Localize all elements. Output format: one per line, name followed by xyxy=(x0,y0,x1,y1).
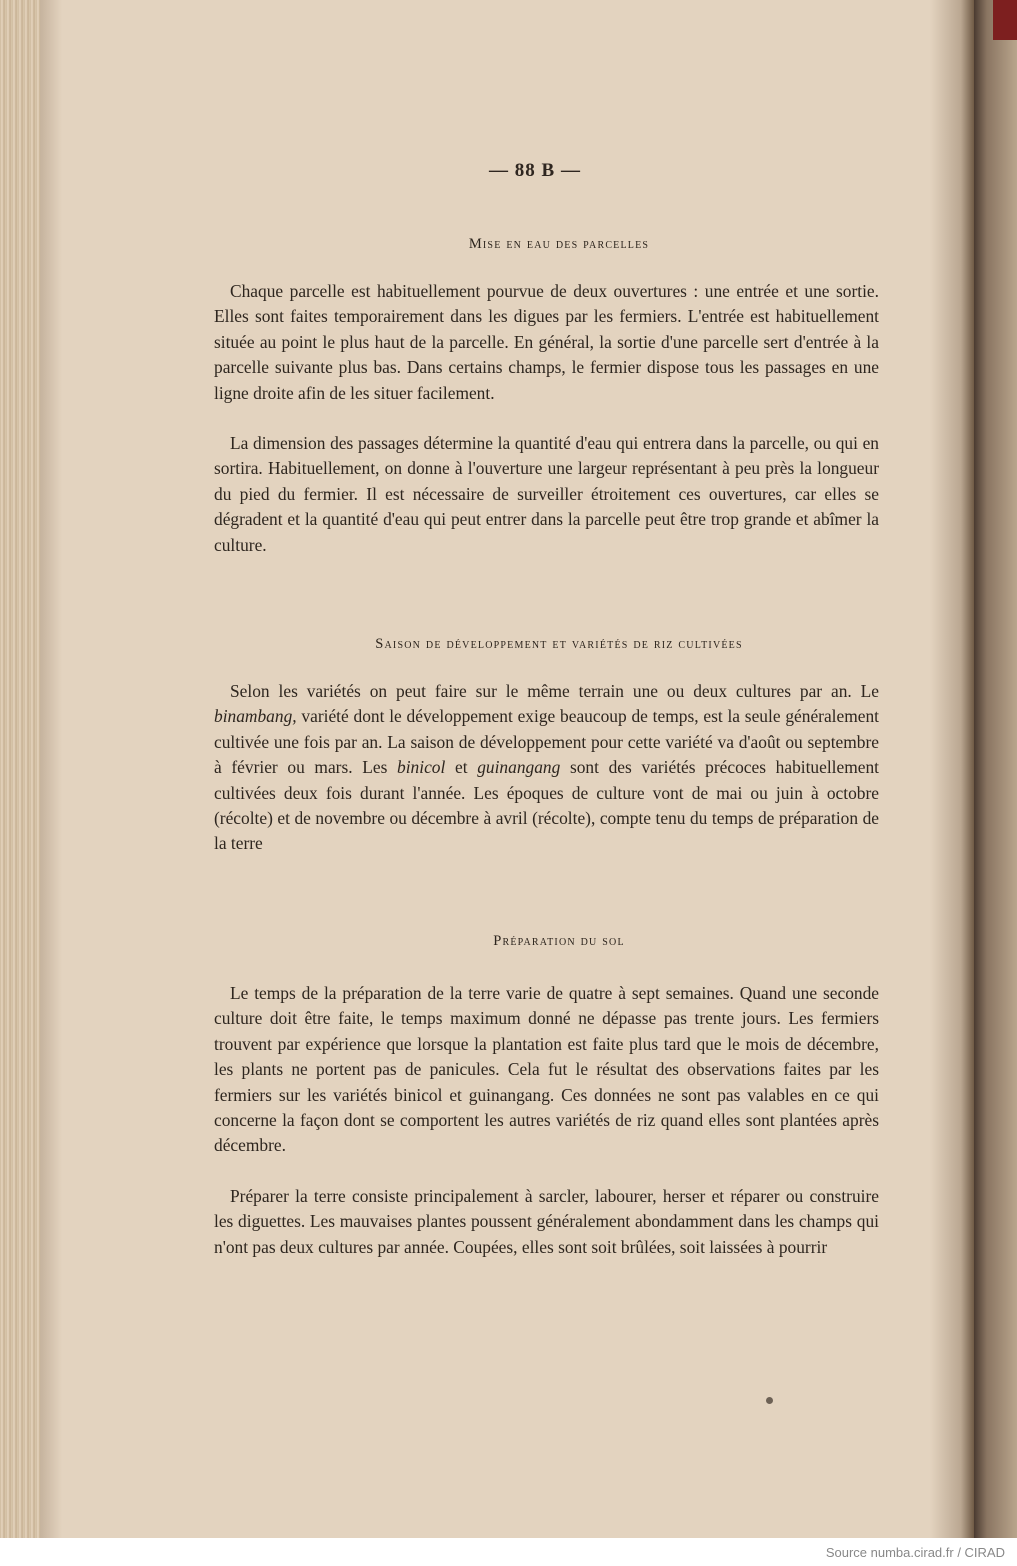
paragraph-irrigation-1: Chaque parcelle est habituellement pourvue de deux ouvertures : une entrée et une sortie. Elles sont faites temporairement dans les digues par les fermiers. L'entrée est habituellement située au point le plus haut de la parcelle. En général, la sortie d'une parcelle sert d'entrée à la parcelle suivante plus bas. Dans certains champs, le fermier dispose tous les passages en une ligne droite afin de les situer facilement. xyxy=(214,281,879,403)
section-heading-season: Saison de développement et variétés de riz cultivées xyxy=(375,636,743,652)
paragraph-soil-2: Préparer la terre consiste principalement à sarcler, labourer, herser et réparer ou construire les diguettes. Les mauvaises plantes poussent généralement abondamment dans les champs qui n'ont pas deux cultures par année. Coupées, elles sont soit brûlées, soit laissées à pourrir xyxy=(214,1186,879,1257)
page-shadow xyxy=(40,0,62,1538)
variety-guinangang: guinangang xyxy=(477,757,561,778)
facing-page-edge xyxy=(974,0,1017,1538)
paragraph-irrigation-2: La dimension des passages détermine la quantité d'eau qui entrera dans la parcelle, ou qui en sortira. Habituellement, on donne à l'ouverture une largeur représentant à peu près la longueur du pied du fermier. Il est nécessaire de surveiller étroitement ces ouvertures, car elles se dégradent et la quantité d'eau qui peut entrer dans la parcelle peut être trop grande et abîmer la culture. xyxy=(214,433,879,555)
ink-dot xyxy=(766,1397,773,1404)
book-gutter xyxy=(930,0,974,1538)
paragraph-season: Selon les variétés on peut faire sur le même terrain une ou deux cultures par an. Le binambang, variété dont le développement exige beaucoup de temps, est la seule généralement cultivée une fois par an. La saison de développement pour cette variété va d'août ou septembre à février ou mars. Les binicol et guinangang sont des variétés précoces habituellement cultivées deux fois durant l'année. Les époques de culture vont de mai ou juin à octobre (récolte) et de novembre ou décembre à avril (récolte), compte tenu du temps de préparation de la terre xyxy=(214,681,880,854)
binding-ribbon xyxy=(993,0,1017,40)
section-heading-soil: Préparation du sol xyxy=(493,933,625,949)
source-credit: Source numba.cirad.fr / CIRAD xyxy=(825,1545,1005,1560)
page-number: — 88 B — xyxy=(489,160,581,181)
variety-binambang: binambang, xyxy=(214,706,297,727)
page-edges xyxy=(0,0,40,1538)
section-heading-irrigation: Mise en eau des parcelles xyxy=(468,236,650,252)
variety-binicol: binicol xyxy=(397,757,446,778)
paragraph-soil-1: Le temps de la préparation de la terre varie de quatre à sept semaines. Quand une seconde culture doit être faite, le temps maximum donné ne dépasse pas trente jours. Les fermiers trouvent par expérience que lorsque la plantation est faite plus tard que le mois de décembre, les plants ne portent pas de panicules. Cela fut le résultat des observations faites par les fermiers sur les variétés binicol et guinangang. Ces données ne sont pas valables en ce qui concerne la façon dont se comportent les autres variétés de riz quand elles sont plantées après décembre. xyxy=(214,983,879,1156)
